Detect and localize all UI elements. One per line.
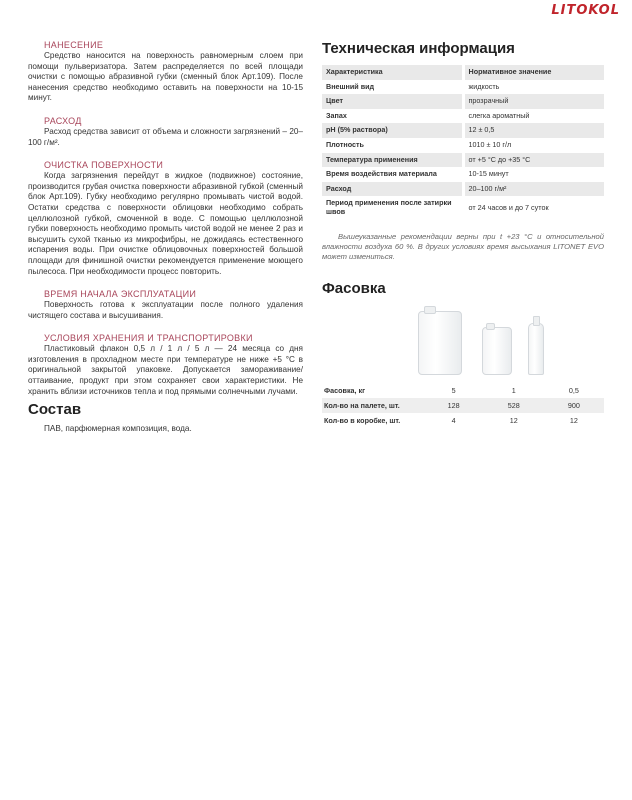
section-title: УСЛОВИЯ ХРАНЕНИЯ И ТРАНСПОРТИРОВКИ xyxy=(44,333,253,344)
cell: 528 xyxy=(484,398,544,413)
composition-text: ПАВ, парфюмерная композиция, вода. xyxy=(44,424,192,434)
table-row xyxy=(322,94,604,109)
table-header-row xyxy=(322,65,604,80)
row-value: от +5 °С до +35 °С xyxy=(463,153,604,168)
row-label: Период применения после затирки швов xyxy=(322,196,463,219)
row-label: Фасовка, кг xyxy=(324,385,366,395)
header-characteristic: Характеристика xyxy=(322,65,463,80)
table-row xyxy=(322,123,604,138)
composition-heading: Состав xyxy=(28,401,82,419)
section-title: РАСХОД xyxy=(44,115,82,126)
cell: 4 xyxy=(451,415,456,425)
table-row xyxy=(322,398,604,413)
row-value: 12 ± 0,5 xyxy=(463,123,604,138)
row-value: слегка ароматный xyxy=(468,110,530,120)
table-row xyxy=(322,383,604,398)
section-body: Расход средства зависит от объема и сложности загрязнений – 20–100 г/м². xyxy=(28,126,303,147)
table-row xyxy=(322,138,604,153)
section-application xyxy=(28,40,303,104)
row-value: 1010 ± 10 г/л xyxy=(468,139,512,149)
package-images xyxy=(322,305,604,373)
section-title: ВРЕМЯ НАЧАЛА ЭКСПЛУАТАЦИИ xyxy=(44,289,197,300)
table-row xyxy=(322,80,604,95)
row-label: Запах xyxy=(322,109,463,124)
row-value: 10-15 минут xyxy=(468,169,509,179)
row-value: жидкость xyxy=(468,81,500,91)
section-body: Когда загрязнения перейдут в жидкое (подвижное) состояние, производится грубая очистка поверхности абразивной губкой (сменный блок Арт.109). Губку необходимо регулярно промывать чистой водой. Остатки средства с поверхности облицовки необходимо собрать целлюлозной губкой, смоченной в воде. С помощью целлюлозной губки поверхность необходимо промыть чистой водой не менее 2 раз и высушить сухой тканью из микрофибры, не дожидаясь естественного испарения воды. При очистке облицовочных поверхностей большой площади для финишной очистки рекомендуется применение моющего пылесоса. При необходимости процесс повторить. xyxy=(28,171,303,276)
brand-logo: LITOKOL xyxy=(551,3,620,18)
section-body: Пластиковый флакон 0,5 л / 1 л / 5 л — 24 месяца со дня изготовления в прохладном месте при температуре не ниже +5 °С в оригинальной закрытой упаковке. Допускается замораживание/оттаивание, продукт при этом сохраняет свои характеристики. Не хранить вблизи источников тепла и под прямыми солнечными лучами. xyxy=(28,344,303,396)
row-label: Расход xyxy=(322,182,463,197)
row-value: 20–100 г/м² xyxy=(463,182,604,197)
table-row xyxy=(322,182,604,197)
row-label: Температура применения xyxy=(322,153,463,168)
cell: 5 xyxy=(451,385,456,395)
right-column xyxy=(322,40,604,428)
table-row xyxy=(322,413,604,428)
left-column xyxy=(28,40,303,433)
packing-table xyxy=(322,383,604,428)
row-label: pH (5% раствора) xyxy=(322,123,463,138)
tech-note: Вышеуказанные рекомендации верны при t +23 °C и относительной влажности воздуха 60 %. В других условиях время высыхания LITONET EVO может измениться. xyxy=(322,231,604,261)
section-title: НАНЕСЕНИЕ xyxy=(44,40,104,50)
section-storage xyxy=(28,333,303,397)
cell: 1 xyxy=(511,385,516,395)
canister-5-image xyxy=(418,311,462,375)
row-label: Время воздействия материала xyxy=(322,167,463,182)
table-row xyxy=(322,109,604,124)
table-row xyxy=(322,153,604,168)
table-row xyxy=(322,196,604,219)
cell: 900 xyxy=(544,398,604,413)
bottle-image xyxy=(528,323,544,375)
row-label: Плотность xyxy=(322,138,463,153)
section-consumption xyxy=(28,116,303,148)
packing-heading: Фасовка xyxy=(322,279,386,297)
row-label: Внешний вид xyxy=(322,80,463,95)
cell: 0,5 xyxy=(568,385,579,395)
section-title: ОЧИСТКА ПОВЕРХНОСТИ xyxy=(44,160,164,171)
row-value: прозрачный xyxy=(463,94,604,109)
header-value: Нормативное значение xyxy=(463,65,604,80)
section-body: Поверхность готова к эксплуатации после полного удаления чистящего состава и высушивания. xyxy=(28,300,303,320)
cell: 12 xyxy=(509,415,518,425)
table-row xyxy=(322,167,604,182)
row-label: Кол-во на палете, шт. xyxy=(322,398,424,413)
section-cleaning xyxy=(28,160,303,277)
tech-info-heading: Техническая информация xyxy=(322,40,515,57)
canister-1-image xyxy=(482,327,512,375)
cell: 12 xyxy=(569,415,578,425)
cell: 128 xyxy=(424,398,484,413)
row-value: от 24 часов и до 7 суток xyxy=(468,202,549,212)
section-operation-start xyxy=(28,289,303,321)
row-label: Цвет xyxy=(322,94,463,109)
row-label: Кол-во в коробке, шт. xyxy=(324,415,401,425)
tech-info-table xyxy=(322,65,604,220)
section-body: Средство наносится на поверхность равномерным слоем при помощи пульверизатора. Затем распределяется по всей площади очистки с помощью абразивной губки (сменный блок Арт.109). После нанесения средство необходимо оставить на поверхности на 10-15 минут. xyxy=(28,51,303,103)
